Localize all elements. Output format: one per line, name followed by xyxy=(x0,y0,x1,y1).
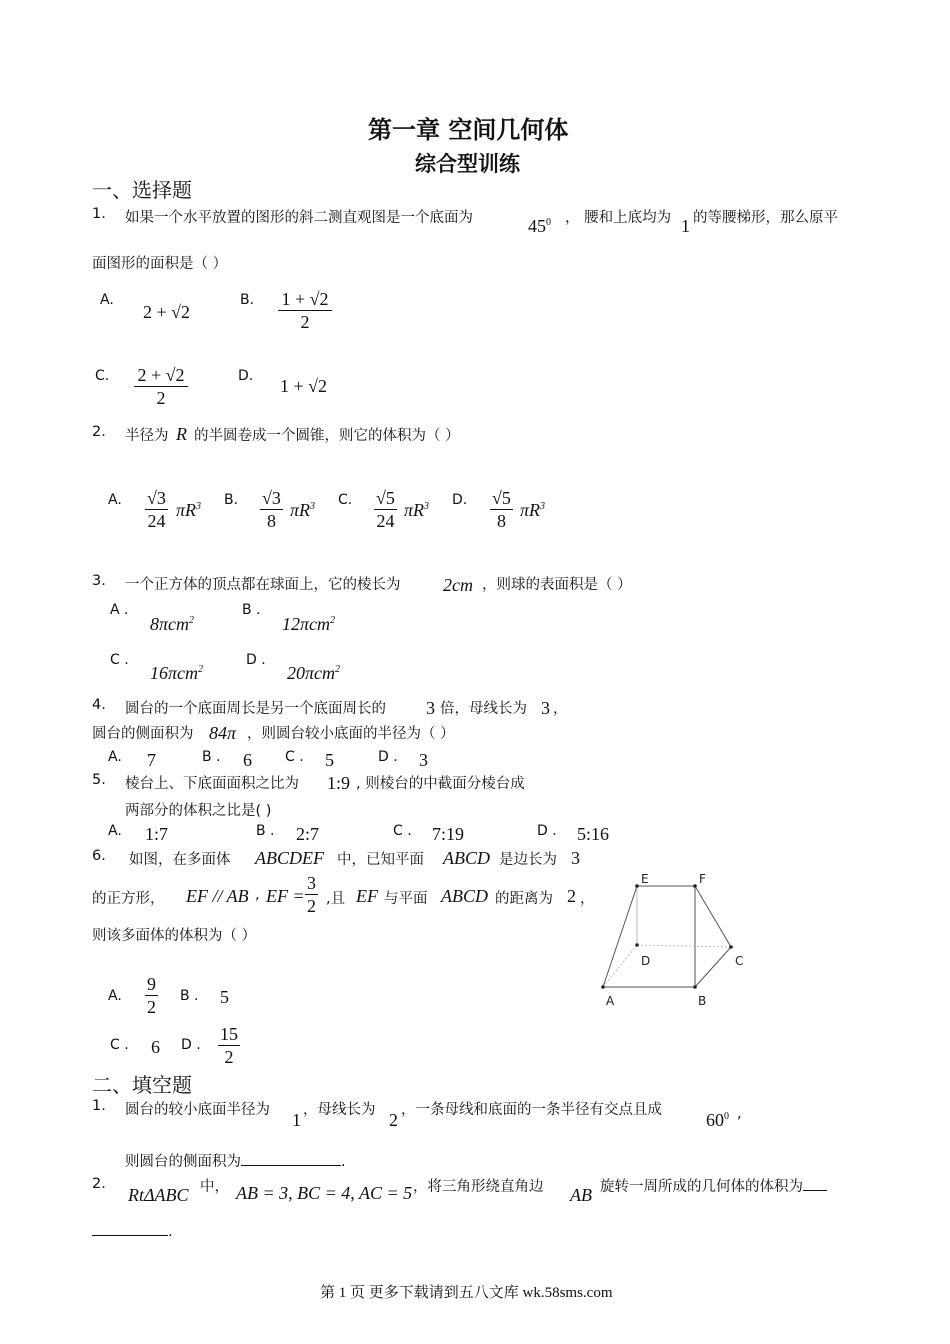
q1-option-a-value: 2 + √2 xyxy=(143,302,191,322)
q3-option-a-value: 8πcm$^2$ xyxy=(150,614,195,634)
q1-line2: 面图形的面积是（ ） xyxy=(92,256,228,272)
q5-option-c-label: C . xyxy=(393,823,412,839)
q2-text-b: 的半圆卷成一个圆锥，则它的体积为（ ） xyxy=(194,428,460,444)
q6-solid: ABCDEF xyxy=(255,848,324,868)
f1-answer-blank[interactable] xyxy=(241,1165,341,1166)
q5-option-a-value: 1:7 xyxy=(145,824,169,844)
q4-text-a: 圆台的一个底面周长是另一个底面周长的 xyxy=(125,701,386,717)
f2-triangle: RtΔABC xyxy=(128,1185,189,1205)
q1-text-b: ， 腰和上底均为 xyxy=(565,210,672,226)
q6-ef-fraction: $\frac{3}{2}$ xyxy=(307,873,316,916)
q3-option-a-label: A . xyxy=(110,602,129,618)
f1-text-b: ，母线长为 xyxy=(303,1102,376,1118)
q1-option-b-label: B. xyxy=(240,292,255,308)
label-A: A xyxy=(606,994,615,1008)
q4-comma: ， xyxy=(553,701,568,717)
q5-option-c-value: 7:19 xyxy=(432,824,465,844)
edge-FC xyxy=(695,886,731,947)
q1-text-a: 如果一个水平放置的图形的斜二测直观图是一个底面为 xyxy=(125,210,473,226)
q4-area: 84π xyxy=(209,723,237,743)
q3-option-b-label: B . xyxy=(242,602,261,618)
q4-three: 3 xyxy=(426,698,435,718)
q6-option-d-fraction: $\frac{15}{2}$ xyxy=(220,1024,238,1067)
q2-option-c-pir: $\pi R^3$ xyxy=(404,500,430,520)
q3-option-c-value: 16πcm$^2$ xyxy=(150,663,204,683)
page-title: 第一章 空间几何体 xyxy=(368,116,569,144)
f2-text-b: 旋转一周所成的几何体的体积为 xyxy=(600,1175,827,1196)
q4-text-b: 倍，母线长为 xyxy=(440,701,527,717)
vertex-D xyxy=(635,943,639,947)
q1-number: 1. xyxy=(92,206,106,222)
edge-DC-hidden xyxy=(637,945,731,947)
q2-number: 2. xyxy=(92,424,106,440)
f1-number: 1. xyxy=(92,1098,106,1114)
q2-radius: R xyxy=(176,424,187,444)
q5-option-b-value: 2:7 xyxy=(296,824,320,844)
label-C: C xyxy=(735,954,744,968)
q5-option-b-label: B . xyxy=(256,823,275,839)
section-choice: 一、选择题 xyxy=(92,178,192,202)
q4-option-b-label: B . xyxy=(202,749,221,765)
q6-side: 3 xyxy=(571,848,580,868)
q2-text-a: 半径为 xyxy=(125,428,169,444)
f1-one: 1 xyxy=(292,1110,301,1130)
q2-option-d-fraction: $\frac{√5}{8}$ xyxy=(492,488,511,531)
q4-option-d-value: 3 xyxy=(419,750,428,770)
f2-line2: . xyxy=(92,1224,173,1240)
q1-one: 1 xyxy=(681,216,690,236)
f2-text-a: ，将三角形绕直角边 xyxy=(413,1179,544,1195)
q6-option-b-label: B . xyxy=(180,988,199,1004)
q4-option-c-value: 5 xyxy=(325,750,334,770)
q6-line2-a: 的正方形， xyxy=(92,891,165,907)
f2-number: 2. xyxy=(92,1176,106,1192)
f2-ab: AB xyxy=(570,1185,592,1205)
edge-DA-hidden xyxy=(603,945,637,987)
q6-plane2: ABCD xyxy=(441,886,488,906)
q2-option-a-pir: $\pi R^3$ xyxy=(176,500,202,520)
q5-text-a: 棱台上、下底面面积之比为 xyxy=(125,776,299,792)
q4-number: 4. xyxy=(92,697,106,713)
section-fill: 二、填空题 xyxy=(92,1073,192,1097)
f1-comma: , xyxy=(737,1106,742,1122)
q5-line2: 两部分的体积之比是( ) xyxy=(125,803,272,819)
q6-ef2: EF xyxy=(356,886,378,906)
q6-option-d-label: D . xyxy=(181,1037,201,1053)
q6-option-c-value: 6 xyxy=(151,1037,160,1057)
q6-option-a-label: A. xyxy=(108,988,122,1004)
q5-ratio: 1:9 xyxy=(327,773,351,793)
q6-sep: , xyxy=(255,887,260,903)
q4-option-c-label: C . xyxy=(285,749,304,765)
q6-line2-d: 的距离为 xyxy=(495,891,553,907)
q6-parallel: EF // AB xyxy=(186,886,249,906)
q2-option-a-label: A. xyxy=(108,492,122,508)
q6-number: 6. xyxy=(92,848,106,864)
q1-option-a-label: A. xyxy=(100,292,114,308)
q2-option-a-fraction: $\frac{√3}{24}$ xyxy=(147,488,166,531)
f1-line2: 则圆台的侧面积为 . xyxy=(125,1154,346,1170)
q3-text-a: 一个正方体的顶点都在球面上，它的棱长为 xyxy=(125,577,401,593)
q3-option-b-value: 12πcm$^2$ xyxy=(282,614,336,634)
label-B: B xyxy=(698,994,707,1008)
q5-option-d-label: D . xyxy=(537,823,557,839)
q5-option-d-value: 5:16 xyxy=(577,824,610,844)
q4-option-d-label: D . xyxy=(378,749,398,765)
q6-dist: 2 xyxy=(567,886,576,906)
q3-option-c-label: C . xyxy=(110,652,129,668)
q4-option-b-value: 6 xyxy=(243,750,252,770)
q6-text-a: 如图，在多面体 xyxy=(129,852,231,868)
edge-BC xyxy=(695,947,731,987)
q6-comma: ， xyxy=(580,891,595,907)
vertex-A xyxy=(601,985,605,989)
q4-option-a-label: A. xyxy=(108,749,122,765)
q6-text-b: 中，已知平面 xyxy=(337,852,424,868)
q6-line3: 则该多面体的体积为（ ） xyxy=(92,928,257,944)
label-D: D xyxy=(641,954,651,968)
q3-option-d-label: D . xyxy=(246,652,266,668)
q6-line2-c: 与平面 xyxy=(384,891,428,907)
q6-plane: ABCD xyxy=(443,848,490,868)
q1-text-c: 的等腰梯形，那么原平 xyxy=(693,210,838,226)
q6-option-c-label: C . xyxy=(110,1037,129,1053)
q6-ef-eq: EF = xyxy=(266,886,305,906)
q1-option-b-fraction: $\frac{1 + √2}{2}$ xyxy=(278,288,332,333)
q2-option-d-label: D. xyxy=(452,492,468,508)
q5-text-b: , 则棱台的中截面分棱台成 xyxy=(356,776,525,792)
edge-EA xyxy=(603,886,637,987)
vertex-F xyxy=(693,884,697,888)
f2-answer-blank-b[interactable] xyxy=(92,1235,168,1236)
label-E: E xyxy=(641,872,649,886)
q2-option-d-pir: $\pi R^3$ xyxy=(520,500,546,520)
q3-text-b: ，则球的表面积是（ ） xyxy=(482,577,632,593)
q6-line2-b: ,且 xyxy=(326,891,346,907)
q5-option-a-label: A. xyxy=(108,823,122,839)
q2-option-c-label: C. xyxy=(338,492,353,508)
page-subtitle: 综合型训练 xyxy=(415,152,520,176)
q4-line2-b: ，则圆台较小底面的半径为（ ） xyxy=(247,726,455,742)
polyhedron-figure xyxy=(595,865,755,1015)
q4-option-a-value: 7 xyxy=(147,750,156,770)
vertex-E xyxy=(635,884,639,888)
q1-option-d-label: D. xyxy=(238,368,254,384)
q4-three2: 3 xyxy=(541,698,550,718)
q6-option-a-fraction: $\frac{9}{2}$ xyxy=(147,974,156,1017)
q2-option-b-label: B. xyxy=(224,492,239,508)
q3-number: 3. xyxy=(92,573,106,589)
q6-option-b-value: 5 xyxy=(220,987,229,1007)
vertex-B xyxy=(693,985,697,989)
f1-text-a: 圆台的较小底面半径为 xyxy=(125,1102,270,1118)
f2-answer-blank-a[interactable] xyxy=(803,1190,827,1191)
page-footer: 第 1 页 更多下载请到五八文库 wk.58sms.com xyxy=(320,1285,613,1301)
q1-angle: $45^0$ xyxy=(528,216,551,236)
q3-edge: 2cm xyxy=(443,575,473,595)
f2-zhong: 中， xyxy=(200,1179,229,1195)
vertex-C xyxy=(729,945,733,949)
f1-angle: $60^0$ xyxy=(706,1110,729,1130)
f1-two: 2 xyxy=(389,1110,398,1130)
q3-option-d-value: 20πcm$^2$ xyxy=(287,663,341,683)
q6-text-c: 是边长为 xyxy=(499,852,557,868)
q1-option-c-label: C. xyxy=(95,368,110,384)
label-F: F xyxy=(699,872,706,886)
q2-option-b-pir: $\pi R^3$ xyxy=(290,500,316,520)
q1-option-c-fraction: $\frac{2 + √2}{2}$ xyxy=(134,364,188,409)
q2-option-b-fraction: $\frac{√3}{8}$ xyxy=(262,488,281,531)
q1-option-d-value: 1 + √2 xyxy=(280,376,328,396)
f1-text-c: ，一条母线和底面的一条半径有交点且成 xyxy=(401,1102,662,1118)
q4-line2-a: 圆台的侧面积为 xyxy=(92,726,194,742)
q5-number: 5. xyxy=(92,772,106,788)
q2-option-c-fraction: $\frac{√5}{24}$ xyxy=(376,488,395,531)
f2-sides: AB = 3, BC = 4, AC = 5 xyxy=(236,1183,413,1203)
